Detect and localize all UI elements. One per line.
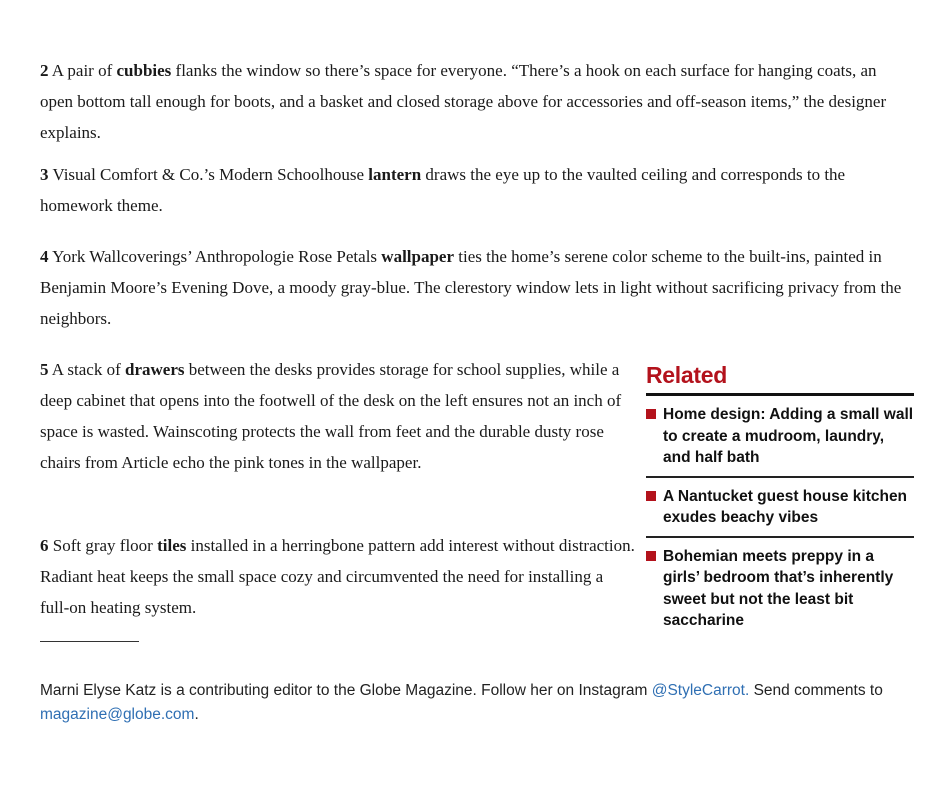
related-link[interactable]: Bohemian meets preppy in a girls’ bedroom that’s inherently sweet but not the least bit saccharine: [663, 547, 894, 629]
bold-keyword: wallpaper: [381, 247, 455, 266]
paragraph-text: between the desks provides storage for school supplies, while a deep cabinet that opens into the footwell of the desk on the left ensures not an inch of space is wasted. Wainscoting protects the wall from feet and the durable dusty rose chairs from Article echo the pink tones in the wallpaper.: [40, 360, 622, 472]
paragraph-5: [40, 354, 635, 478]
byline-text: Send comments to: [749, 682, 883, 699]
item-number: 5: [40, 360, 49, 379]
byline-text: Marni Elyse Katz is a contributing editor to the Globe Magazine. Follow her on Instagram: [40, 682, 652, 699]
paragraph-text: installed in a herringbone pattern add interest without distraction. Radiant heat keeps the small space cozy and circumvented the need for installing a full-on heating system.: [40, 536, 635, 617]
item-number: 4: [40, 247, 49, 266]
section-divider: [40, 641, 139, 642]
square-bullet-icon: [646, 409, 656, 419]
bold-keyword: drawers: [125, 360, 185, 379]
item-number: 3: [40, 165, 49, 184]
paragraph-text: ties the home’s serene color scheme to the built-ins, painted in Benjamin Moore’s Evening Dove, a moody gray-blue. The clerestory window lets in light without sacrificing privacy from the neighbors.: [40, 247, 902, 328]
square-bullet-icon: [646, 551, 656, 561]
related-link[interactable]: A Nantucket guest house kitchen exudes beachy vibes: [663, 487, 908, 526]
paragraph-text: draws the eye up to the vaulted ceiling and corresponds to the homework theme.: [40, 165, 846, 215]
square-bullet-icon: [646, 491, 656, 501]
paragraph-text: Visual Comfort & Co.’s Modern Schoolhouse: [48, 165, 369, 184]
related-heading: Related: [646, 362, 727, 388]
item-number: 6: [40, 536, 49, 555]
item-number: 2: [40, 61, 49, 80]
related-item[interactable]: [646, 396, 914, 478]
paragraph-text: York Wallcoverings’ Anthropologie Rose Petals: [48, 247, 382, 266]
related-item[interactable]: [646, 538, 914, 639]
paragraph-3: [40, 159, 912, 221]
paragraph-2: [40, 55, 912, 148]
paragraph-4: [40, 241, 912, 334]
paragraph-6: [40, 530, 635, 623]
email-link[interactable]: magazine@globe.com: [40, 706, 195, 723]
bold-keyword: cubbies: [116, 61, 172, 80]
bold-keyword: lantern: [368, 165, 422, 184]
bold-keyword: tiles: [157, 536, 187, 555]
paragraph-text: Soft gray floor: [48, 536, 158, 555]
paragraph-text: A pair of: [48, 61, 117, 80]
paragraph-text: A stack of: [48, 360, 125, 379]
byline-text: .: [194, 706, 199, 723]
related-item[interactable]: [646, 478, 914, 538]
related-link[interactable]: Home design: Adding a small wall to create a mudroom, laundry, and half bath: [663, 406, 914, 466]
instagram-link[interactable]: @StyleCarrot.: [651, 682, 750, 699]
author-byline: [40, 679, 910, 727]
paragraph-text: flanks the window so there’s space for everyone. “There’s a hook on each surface for hanging coats, an open bottom tall enough for boots, and a basket and closed storage above for accessories and off-season items,” the designer explains.: [40, 61, 887, 142]
related-sidebar: [646, 357, 914, 639]
